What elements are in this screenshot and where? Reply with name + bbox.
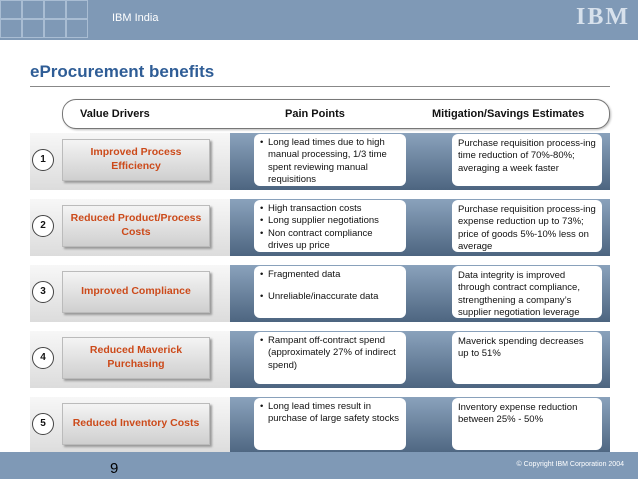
pain-point-bullet: • Rampant off-contract spend (approximately 27% of indirect spend) bbox=[260, 335, 400, 372]
pain-points-box bbox=[254, 134, 406, 186]
mitigation-box: Data integrity is improved through contract compliance, strengthening a company’s supplier negotiation leverage bbox=[452, 266, 602, 318]
title-divider bbox=[30, 86, 610, 87]
pain-point-bullet: • Long lead times due to high manual processing, 1/3 time spent reviewing manual requisitions bbox=[260, 137, 400, 186]
header-bar bbox=[0, 0, 638, 40]
mitigation-box: Maverick spending decreases up to 51% bbox=[452, 332, 602, 384]
value-driver-label: Improved Process Efficiency bbox=[62, 139, 210, 181]
copyright: © Copyright IBM Corporation 2004 bbox=[516, 461, 624, 468]
mitigation-box: Purchase requisition process-ing expense reduction up to 73%; price of goods 5%-10% less on average bbox=[452, 200, 602, 252]
pain-point-bullet: • Long lead times result in purchase of large safety stocks bbox=[260, 401, 400, 426]
org-name: IBM India bbox=[112, 12, 159, 24]
row-number-badge: 5 bbox=[32, 413, 54, 435]
page-title: eProcurement benefits bbox=[30, 62, 215, 81]
row-number-badge: 1 bbox=[32, 149, 54, 171]
row-number-badge: 3 bbox=[32, 281, 54, 303]
benefit-row bbox=[0, 199, 638, 256]
pain-points-box bbox=[254, 332, 406, 384]
benefit-row bbox=[0, 397, 638, 454]
pain-point-bullet: • Unreliable/inaccurate data bbox=[260, 291, 400, 303]
value-driver-label: Reduced Maverick Purchasing bbox=[62, 337, 210, 379]
row-number-badge: 2 bbox=[32, 215, 54, 237]
pain-point-bullet: • Non contract compliance drives up price bbox=[260, 228, 400, 252]
ibm-logo: IBM bbox=[576, 4, 630, 30]
col-header-mitigation: Mitigation/Savings Estimates bbox=[432, 108, 585, 120]
value-driver-label: Reduced Inventory Costs bbox=[62, 403, 210, 445]
pain-points-box bbox=[254, 200, 406, 252]
value-driver-label: Reduced Product/Process Costs bbox=[62, 205, 210, 247]
pain-points-box bbox=[254, 398, 406, 450]
mitigation-box: Purchase requisition process-ing time reduction of 70%-80%; averaging a week faster bbox=[452, 134, 602, 186]
pain-points-box bbox=[254, 266, 406, 318]
value-driver-label: Improved Compliance bbox=[62, 271, 210, 313]
pain-point-bullet: • Fragmented data bbox=[260, 269, 400, 281]
mitigation-box: Inventory expense reduction between 25% - 50% bbox=[452, 398, 602, 450]
pain-point-bullet: • Long supplier negotiations bbox=[260, 215, 400, 227]
benefit-row bbox=[0, 331, 638, 388]
col-header-pain-points: Pain Points bbox=[285, 108, 345, 120]
pain-point-bullet: • High transaction costs bbox=[260, 203, 400, 215]
benefit-row bbox=[0, 133, 638, 190]
header-pattern bbox=[0, 0, 100, 40]
col-header-value-drivers: Value Drivers bbox=[80, 108, 150, 120]
benefit-row bbox=[0, 265, 638, 322]
row-number-badge: 4 bbox=[32, 347, 54, 369]
page-number: 9 bbox=[110, 460, 119, 477]
